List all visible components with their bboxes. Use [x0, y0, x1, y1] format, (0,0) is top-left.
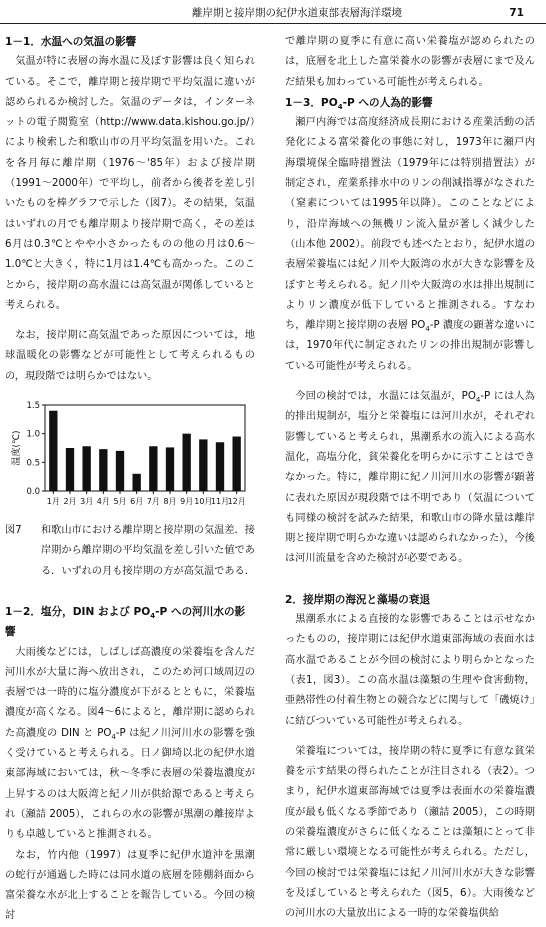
- y-tick-label: 0.0: [26, 487, 40, 498]
- section-1-3-paragraph-2: 今回の検討では，水温には気温が，$PO_4-P$ には人為的排出規制が，塩分と栄養塩には河川水が，それぞれ影響していると考えられ，黒潮系水の流入による高水温化，高塩分化，貧栄養化を明らかに示すことはできなかった。特に，離岸期に紀ノ川河川水の影響が顕著に表れた原因が現段階では不明であり（気温についても同様の検討を試みた結果，和歌山市の降水量は離岸期と接岸期で明らかな違いは認められなかった），今後は河川流量を含めた検討が必要である。: [285, 391, 535, 565]
- x-tick-label: 5月: [113, 497, 127, 507]
- x-tick-label: 7月: [146, 497, 160, 507]
- bar: [216, 442, 224, 491]
- section-1-1-paragraph-2: なお，接岸期に高気温であった原因については，地球温暖化の影響などが可能性として考えられるものの，現段階では明らかではない。: [5, 330, 255, 382]
- running-title: 離岸期と接岸期の紀伊水道東部表層海洋環境: [192, 7, 402, 19]
- running-head: [0, 4, 546, 22]
- header-rule: [0, 23, 546, 24]
- x-tick-label: 4月: [96, 497, 110, 507]
- x-tick-label: 1月: [46, 497, 60, 507]
- x-tick-label: 11月: [210, 497, 230, 507]
- x-tick-label: 12月: [227, 497, 246, 507]
- x-tick-label: 8月: [163, 497, 177, 507]
- section-1-2-paragraph-2: なお，竹内他（1997）は夏季に紀伊水道沖を黒潮の蛇行が通過した時には同水道の底層を陸棚斜面から富栄養な水が北上することを報告している。今回の検討: [5, 849, 255, 922]
- page-number: 71: [509, 7, 524, 19]
- section-2-heading: 2．接岸期の海況と藻場の衰退: [285, 593, 431, 606]
- section-2-paragraph-2: 栄養塩については，接岸期の特に夏季に有意な貧栄養を示す結果の得られたことが注目される（表2）。つまり，紀伊水道東部海域では夏季は表面水の栄養塩濃度が最も低くなる季節であり（瀬詰 2005），この時期の栄養塩濃度がさらに低くなることは藻類にとって非常に厳しい環境となる可能性が考えられる。ただし，今回の検討では栄養塩には紀ノ川河川水が大きな影響を及ぼしていると考えられた（図5，6）。大雨後などの河川水の大量放出による一時的な栄養塩供給: [285, 745, 535, 920]
- bar: [233, 437, 241, 491]
- figure-caption-text: 和歌山市における離岸期と接岸期の気温差．接岸期から離岸期の平均気温を差し引いた値である．いずれの月も接岸期の方が高気温である．: [41, 525, 255, 577]
- figure-7-chart: [5, 395, 255, 519]
- bar: [133, 474, 141, 491]
- plot-frame: [45, 405, 245, 491]
- bar: [83, 446, 91, 491]
- left-column: [5, 32, 255, 927]
- bar: [116, 451, 124, 491]
- bar: [99, 449, 107, 491]
- bar: [66, 448, 74, 491]
- x-tick-label: 6月: [130, 497, 144, 507]
- bar: [183, 434, 191, 491]
- section-1-1-heading: 1－1．水温への気温の影響: [5, 36, 137, 48]
- bar: [166, 447, 174, 491]
- section-1-1-paragraph-1: 気温が特に表層の海水温に及ぼす影響は良く知られている。そこで，離岸期と接岸期で平均気温に違いが認められるか検討した。気温のデータは，インターネットの電子閲覧室（http://www.data.kishou.go.jp/）により検索した和歌山市の月平均気温を用いた。これを各月毎に離岸期（1976～'85年）および接岸期（1991～2000年）で平均し，前者から後者を差し引いたものを棒グラフで示した（図7）。その結果，気温はいずれの月でも離岸期より接岸期で高く，その差は6月は0.3℃とやや小さかったものの他の月は0.6～1.0℃と大きく，特に1月は1.4℃も高かった。このことから，接岸期の高水温には高気温が関係していると考えられる。: [5, 56, 255, 311]
- section-1-2-paragraph-1: 大雨後などには，しばしば高濃度の栄養塩を含んだ河川水が大量に海へ放出され，このため河口域周辺の表層では一時的に塩分濃度が下がるとともに，栄養塩濃度が高くなる。図4～6によると，離岸期に認められた高濃度の DIN と $PO_4-P$ は紀ノ川河川水の影響を強く受けていると考えられる。日ノ御埼以北の紀伊水道東部海域においては，秋～冬季に表層の栄養塩濃度が上昇するのは大阪湾と紀ノ川が供給源であると考えられ（瀬詰 2005），これらの水の影響が黒潮の離接岸よりも卓越していると推測される。: [5, 646, 255, 841]
- figure-7-caption: [5, 521, 255, 582]
- x-tick-label: 9月: [180, 497, 194, 507]
- section-1-3-heading: 1－3．$PO_4-P$ への人為的影響: [285, 96, 433, 111]
- section-1-3-paragraph-1: 瀬戸内海では高度経済成長期における産業活動の活発化による富栄養化の事態に対し，1973年に瀬戸内海環境保全臨時措置法（1979年には特別措置法）が制定され，産業系排水中のリンの削減指導がなされた（窒素については1995年以降）。このことなどにより，沿岸海域への無機リン流入量が著しく減少した（山本他 2002）。前段でも述べたとおり，紀伊水道の表層栄養塩には紀ノ川や大阪湾の水が大きな影響を及ぼすと考えられる。紀ノ川や大阪湾の水は排出規制によりリン濃度が低下していると推測される。すなわち，離岸期と接岸期の表層 $PO_4-P$ 濃度の顕著な違いには，1970年代に制定されたリンの排出規制が影響している可能性が考えられる。: [285, 117, 536, 372]
- continued-paragraph: で離岸期の夏季に有意に高い栄養塩が認められたのは，底層を北上した富栄養水の影響が表層にまで及んだ結果も加わっている可能性が考えられる。: [285, 36, 535, 88]
- y-axis-label: 温度(℃): [12, 430, 22, 466]
- x-tick-label: 3月: [80, 497, 94, 507]
- section-2-paragraph-1: 黒潮系水による直接的な影響であることは示せなかったものの，接岸期には紀伊水道東部海域の表面水は高水温であることが今回の検討により明らかとなった（表1，図3）。この高水温は藻類の生理や食害動物，亜熱帯性の付着生物との競合などに関与して「磯焼け」に結びついている可能性が考えられる。: [285, 614, 535, 727]
- y-tick-label: 0.5: [26, 458, 40, 469]
- bar-chart: [5, 395, 255, 519]
- bar: [49, 411, 57, 491]
- section-1-2-heading: 1－2．塩分，DIN および $PO_4-P$ への河川水の影響: [5, 605, 246, 639]
- right-column: [285, 32, 535, 924]
- bar: [149, 446, 157, 491]
- y-tick-label: 1.0: [26, 429, 40, 440]
- figure-caption-label: 図7: [5, 525, 22, 537]
- x-tick-label: 2月: [63, 497, 77, 507]
- bar: [199, 439, 207, 491]
- x-tick-label: 10月: [194, 497, 213, 507]
- y-tick-label: 1.5: [26, 401, 40, 412]
